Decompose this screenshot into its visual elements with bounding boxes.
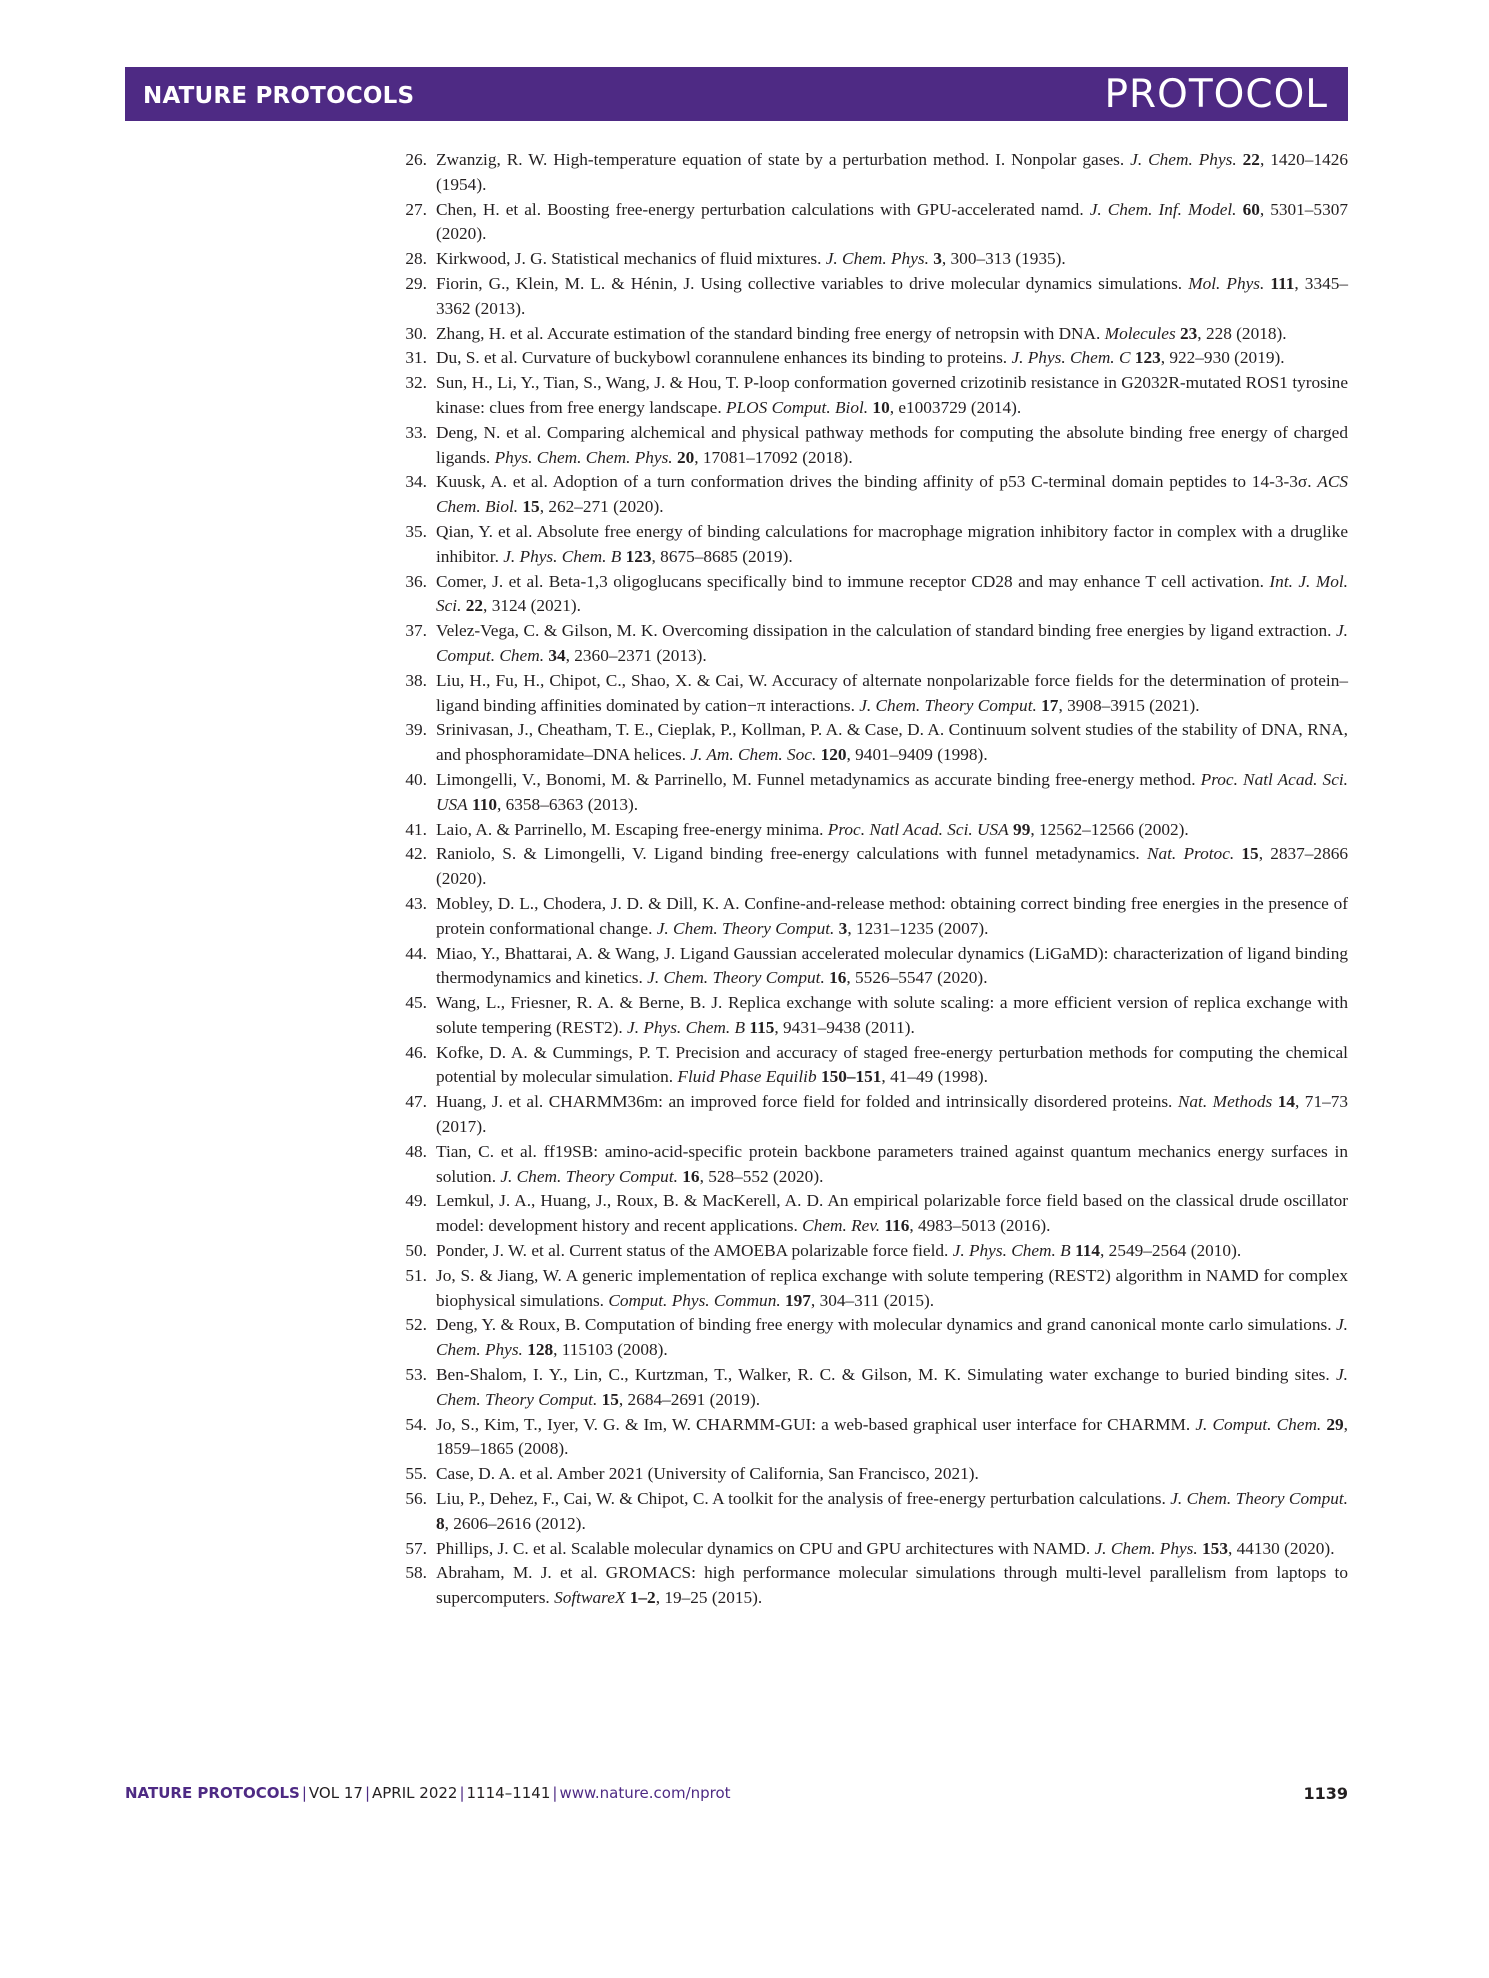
reference-item (393, 768, 1348, 818)
reference-segment: , 2606–2616 (2012). (444, 1513, 586, 1533)
reference-item (393, 1363, 1348, 1413)
reference-segment: Deng, N. et al. Comparing alchemical and physical pathway methods for computing the absolute binding free energy of charged ligands. (436, 422, 1348, 467)
reference-text (436, 373, 1348, 417)
reference-segment: , 3908–3915 (2021). (1058, 695, 1200, 715)
journal-title: Chem. Rev. (802, 1216, 881, 1236)
reference-number: 33. (405, 422, 427, 442)
volume-number: 3 (838, 918, 848, 938)
reference-segment: Miao, Y., Bhattarai, A. & Wang, J. Ligand Gaussian accelerated molecular dynamics (LiGaMD): characterization of ligand binding thermodynamics and kinetics. (436, 943, 1348, 988)
reference-item (393, 247, 1348, 272)
reference-number: 32. (405, 373, 427, 393)
reference-segment: , 2549–2564 (2010). (1100, 1241, 1242, 1261)
volume-number: 14 (1277, 1092, 1295, 1112)
reference-segment: , 2837–2866 (2020). (436, 844, 1348, 889)
journal-header-bar (125, 67, 1348, 121)
reference-text (436, 572, 1348, 616)
reference-segment: Sun, H., Li, Y., Tian, S., Wang, J. & Hou, T. P-loop conformation governed crizotinib resistance in G2032R-mutated ROS1 tyrosine kinase: clues from free energy landscape. (436, 373, 1348, 417)
reference-segment: Du, S. et al. Curvature of buckybowl corannulene enhances its binding to proteins. (436, 348, 1012, 368)
journal-title: J. Phys. Chem. B (503, 546, 622, 566)
reference-item (393, 1413, 1348, 1463)
reference-item (393, 1561, 1348, 1611)
reference-item (393, 1264, 1348, 1314)
journal-title: Comput. Phys. Commun. (608, 1290, 781, 1310)
reference-item (393, 272, 1348, 322)
reference-segment: Abraham, M. J. et al. GROMACS: high performance molecular simulations through multi-level parallelism from laptops to supercomputers. (436, 1563, 1348, 1608)
reference-number: 47. (405, 1092, 427, 1112)
reference-text (436, 1191, 1348, 1235)
volume-number: 16 (829, 968, 847, 988)
reference-text (436, 993, 1348, 1037)
reference-number: 27. (405, 199, 427, 219)
reference-text (436, 200, 1348, 244)
footer-date: APRIL 2022 (372, 1784, 458, 1802)
journal-title: J. Chem. Theory Comput. (647, 968, 825, 988)
reference-text (436, 324, 1287, 343)
reference-text (436, 1464, 979, 1483)
volume-number: 3 (933, 249, 942, 269)
reference-number: 57. (405, 1538, 427, 1558)
reference-segment: Jo, S. & Jiang, W. A generic implementation of replica exchange with solute tempering (REST2) algorithm in NAMD for complex biophysical simulations. (436, 1265, 1348, 1310)
reference-segment: Comer, J. et al. Beta-1,3 oligoglucans specifically bind to immune receptor CD28 and may enhance T cell activation. (436, 571, 1270, 591)
volume-number: 115 (749, 1017, 775, 1037)
reference-list (393, 148, 1348, 1611)
volume-number: 114 (1075, 1241, 1101, 1261)
reference-segment: Raniolo, S. & Limongelli, V. Ligand binding free-energy calculations with funnel metadynamics. (436, 844, 1147, 864)
reference-number: 36. (405, 571, 427, 591)
reference-segment: , 6358–6363 (2013). (496, 794, 639, 814)
volume-number: 110 (472, 794, 497, 814)
reference-segment: Case, D. A. et al. Amber 2021 (University of California, San Francisco, 2021). (436, 1464, 979, 1484)
reference-text (436, 249, 1066, 268)
reference-item (393, 1189, 1348, 1239)
reference-number: 37. (405, 621, 427, 641)
journal-title: J. Chem. Theory Comput. (1170, 1489, 1348, 1509)
reference-item (393, 842, 1348, 892)
reference-segment: , 228 (2018). (1197, 323, 1287, 343)
reference-segment: , 1420–1426 (1954). (436, 150, 1349, 194)
footer-separator: | (459, 1784, 465, 1802)
reference-segment: , 12562–12566 (2002). (1030, 819, 1189, 839)
reference-item (393, 942, 1348, 992)
reference-segment: , 5526–5547 (2020). (846, 968, 988, 988)
reference-item (393, 470, 1348, 520)
volume-number: 1–2 (629, 1588, 656, 1608)
volume-number: 128 (527, 1340, 554, 1360)
volume-number: 8 (436, 1513, 445, 1533)
volume-number: 153 (1202, 1538, 1228, 1558)
reference-text (436, 1489, 1348, 1533)
reference-item (393, 570, 1348, 620)
reference-number: 38. (405, 670, 427, 690)
journal-title: J. Chem. Theory Comput. (436, 1365, 1348, 1409)
footer-pages: 1114–1141 (466, 1784, 551, 1802)
journal-title: J. Chem. Phys. (1130, 150, 1237, 169)
reference-item (393, 892, 1348, 942)
reference-segment: Liu, P., Dehez, F., Cai, W. & Chipot, C. A toolkit for the analysis of free-energy perturbation calculations. (436, 1489, 1171, 1509)
reference-text (436, 844, 1348, 888)
volume-number: 197 (785, 1290, 811, 1310)
reference-segment: , 3124 (2021). (483, 596, 581, 616)
footer-journal-name: NATURE PROTOCOLS (125, 1784, 300, 1802)
reference-item (393, 1090, 1348, 1140)
volume-number: 15 (601, 1389, 619, 1409)
reference-segment: , 922–930 (2019). (1160, 348, 1285, 368)
reference-text (436, 274, 1348, 318)
volume-number: 23 (1180, 323, 1198, 343)
reference-segment: Mobley, D. L., Chodera, J. D. & Dill, K. A. Confine-and-release method: obtaining correct binding free energies in the presence of protein conformational change. (436, 893, 1348, 938)
reference-text (436, 1315, 1348, 1359)
reference-number: 34. (405, 472, 427, 492)
reference-segment: , 41–49 (1998). (881, 1067, 988, 1087)
footer-separator: | (552, 1784, 558, 1802)
reference-number: 50. (405, 1241, 427, 1261)
reference-segment: , e1003729 (2014). (889, 397, 1022, 417)
reference-number: 58. (405, 1563, 427, 1583)
journal-title: J. Phys. Chem. C (1011, 348, 1131, 368)
journal-title: J. Chem. Phys. (436, 1315, 1348, 1360)
journal-title: Fluid Phase Equilib (677, 1067, 817, 1087)
reference-number: 26. (405, 150, 427, 169)
reference-number: 42. (405, 844, 427, 864)
reference-text (436, 348, 1285, 367)
reference-segment: , 300–313 (1935). (941, 249, 1066, 269)
volume-number: 60 (1242, 199, 1260, 219)
footer-separator: | (301, 1784, 307, 1802)
reference-text (436, 150, 1348, 194)
reference-segment: Ben-Shalom, I. Y., Lin, C., Kurtzman, T., Walker, R. C. & Gilson, M. K. Simulating water exchange to buried binding sites. (436, 1365, 1336, 1385)
reference-item (393, 818, 1348, 843)
journal-title: J. Phys. Chem. B (952, 1241, 1071, 1261)
reference-number: 39. (405, 720, 427, 740)
reference-number: 51. (405, 1265, 427, 1285)
reference-segment: , 19–25 (2015). (655, 1588, 763, 1608)
reference-segment: Fiorin, G., Klein, M. L. & Hénin, J. Using collective variables to drive molecular dynamics simulations. (436, 273, 1189, 293)
reference-segment: Kofke, D. A. & Cummings, P. T. Precision and accuracy of staged free-energy perturbation methods for computing the chemical potential by molecular simulation. (436, 1042, 1348, 1087)
reference-text (436, 423, 1348, 467)
journal-title: Mol. Phys. (1188, 273, 1265, 293)
reference-item (393, 619, 1348, 669)
reference-segment: Wang, L., Friesner, R. A. & Berne, B. J. Replica exchange with solute scaling: a more efficient version of replica exchange with solute tempering (REST2). (436, 993, 1348, 1037)
reference-number: 41. (405, 819, 427, 839)
reference-segment: Huang, J. et al. CHARMM36m: an improved force field for folded and intrinsically disordered proteins. (436, 1092, 1178, 1112)
reference-number: 30. (405, 323, 427, 343)
reference-segment: , 5301–5307 (2020). (436, 199, 1348, 244)
reference-segment: Chen, H. et al. Boosting free-energy perturbation calculations with GPU-accelerated namd. (436, 199, 1090, 219)
reference-text (436, 621, 1348, 665)
reference-item (393, 148, 1348, 198)
page-footer (125, 1784, 1348, 1802)
reference-text (436, 1415, 1348, 1459)
reference-segment: , 304–311 (2015). (810, 1290, 935, 1310)
reference-segment: , 4983–5013 (2016). (909, 1216, 1051, 1236)
reference-item (393, 198, 1348, 248)
reference-item (393, 1537, 1348, 1562)
reference-number: 28. (405, 249, 427, 269)
volume-number: 22 (1242, 150, 1260, 169)
reference-number: 43. (405, 893, 427, 913)
reference-segment: , 1859–1865 (2008). (436, 1414, 1348, 1459)
reference-segment: , 1231–1235 (2007). (847, 918, 989, 938)
reference-item (393, 718, 1348, 768)
reference-number: 56. (405, 1489, 427, 1509)
reference-text (436, 1266, 1348, 1310)
reference-number: 54. (405, 1414, 427, 1434)
volume-number: 17 (1041, 695, 1059, 715)
reference-text (436, 1365, 1348, 1409)
reference-segment: Deng, Y. & Roux, B. Computation of binding free energy with molecular dynamics and grand canonical monte carlo simulations. (436, 1315, 1336, 1335)
reference-text (436, 944, 1348, 988)
volume-number: 15 (522, 497, 540, 517)
footer-separator: | (364, 1784, 370, 1802)
volume-number: 123 (1134, 348, 1161, 368)
reference-text (436, 894, 1348, 938)
journal-title: J. Chem. Inf. Model. (1089, 199, 1237, 219)
reference-number: 44. (405, 943, 427, 963)
reference-item (393, 421, 1348, 471)
reference-text (436, 770, 1348, 814)
journal-title: J. Chem. Phys. (1094, 1538, 1198, 1558)
reference-segment: Tian, C. et al. ff19SB: amino-acid-specific protein backbone parameters trained against quantum mechanics energy surfaces in solution. (436, 1141, 1348, 1186)
journal-title: PLOS Comput. Biol. (725, 397, 869, 417)
page-number: 1139 (1303, 1784, 1348, 1803)
reference-number: 49. (405, 1191, 427, 1211)
reference-segment: , 9431–9438 (2011). (774, 1017, 915, 1037)
reference-text (436, 1241, 1241, 1260)
reference-item (393, 991, 1348, 1041)
volume-number: 29 (1326, 1414, 1344, 1434)
volume-number: 150–151 (820, 1067, 882, 1087)
reference-segment: Qian, Y. et al. Absolute free energy of binding calculations for macrophage migration inhibitory factor in complex with a druglike inhibitor. (436, 521, 1348, 566)
volume-number: 99 (1013, 819, 1031, 839)
reference-item (393, 1140, 1348, 1190)
journal-title: Proc. Natl Acad. Sci. USA (827, 819, 1009, 839)
footer-url-link[interactable]: www.nature.com/nprot (559, 1784, 731, 1802)
reference-item (393, 1487, 1348, 1537)
reference-segment: Laio, A. & Parrinello, M. Escaping free-energy minima. (436, 819, 828, 839)
journal-name: NATURE PROTOCOLS (143, 83, 415, 109)
journal-title: Proc. Natl Acad. Sci. USA (436, 769, 1348, 814)
volume-number: 111 (1270, 273, 1295, 293)
reference-segment: , 71–73 (2017). (436, 1092, 1349, 1137)
reference-segment: Ponder, J. W. et al. Current status of the AMOEBA polarizable force field. (436, 1241, 953, 1261)
reference-number: 53. (405, 1365, 427, 1385)
reference-text (436, 522, 1348, 566)
journal-title: J. Chem. Theory Comput. (656, 918, 835, 938)
reference-segment: , 3345–3362 (2013). (436, 273, 1349, 318)
reference-segment: , 115103 (2008). (553, 1340, 668, 1360)
reference-item (393, 1462, 1348, 1487)
reference-segment: Phillips, J. C. et al. Scalable molecular dynamics on CPU and GPU architectures with NAMD. (436, 1538, 1095, 1558)
journal-title: J. Comput. Chem. (436, 621, 1348, 665)
journal-title: Int. J. Mol. Sci. (436, 571, 1348, 616)
reference-number: 31. (405, 348, 427, 368)
journal-title: J. Am. Chem. Soc. (690, 745, 817, 765)
reference-number: 40. (405, 769, 427, 789)
volume-number: 22 (465, 596, 484, 616)
reference-segment: , 9401–9409 (1998). (846, 745, 988, 765)
reference-text (436, 1563, 1348, 1607)
reference-number: 35. (405, 521, 427, 541)
footer-volume: VOL 17 (308, 1784, 363, 1802)
volume-number: 16 (682, 1166, 700, 1186)
reference-item (393, 520, 1348, 570)
volume-number: 10 (872, 397, 890, 417)
volume-number: 120 (820, 745, 847, 765)
journal-title: Phys. Chem. Chem. Phys. (494, 447, 673, 467)
reference-segment: , 528–552 (2020). (699, 1166, 824, 1186)
journal-title: SoftwareX (554, 1588, 626, 1608)
reference-segment: Zwanzig, R. W. High-temperature equation of state by a perturbation method. I. Nonpolar gases. (436, 150, 1131, 169)
reference-segment: , 8675–8685 (2019). (651, 546, 793, 566)
volume-number: 116 (884, 1216, 910, 1236)
reference-segment: Kirkwood, J. G. Statistical mechanics of fluid mixtures. (436, 249, 826, 269)
reference-number: 29. (405, 273, 427, 293)
reference-segment: , 44130 (2020). (1227, 1538, 1335, 1558)
volume-number: 20 (676, 447, 695, 467)
reference-number: 55. (405, 1464, 427, 1484)
reference-segment: Velez-Vega, C. & Gilson, M. K. Overcoming dissipation in the calculation of standard binding free energies by ligand extraction. (436, 621, 1336, 641)
reference-text (436, 472, 1348, 516)
reference-segment: Kuusk, A. et al. Adoption of a turn conformation drives the binding affinity of p53 C-terminal domain peptides to 14-3-3σ. (436, 472, 1318, 492)
journal-title: Molecules (1104, 323, 1176, 343)
reference-text (436, 820, 1189, 839)
volume-number: 123 (625, 546, 652, 566)
reference-segment: Jo, S., Kim, T., Iyer, V. G. & Im, W. CHARMM-GUI: a web-based graphical user interface for CHARMM. (436, 1414, 1196, 1434)
reference-segment: Srinivasan, J., Cheatham, T. E., Cieplak, P., Kollman, P. A. & Case, D. A. Continuum solvent studies of the stability of DNA, RNA, and phosphoramidate–DNA helices. (436, 720, 1348, 765)
article-type-label: PROTOCOL (1104, 72, 1328, 117)
reference-text (436, 720, 1348, 764)
journal-title: Nat. Protoc. (1146, 844, 1235, 864)
reference-item (393, 346, 1348, 371)
reference-number: 48. (405, 1141, 427, 1161)
reference-item (393, 371, 1348, 421)
reference-text (436, 1043, 1348, 1087)
journal-title: J. Phys. Chem. B (627, 1017, 746, 1037)
journal-title: ACS Chem. Biol. (436, 472, 1348, 517)
journal-title: J. Chem. Phys. (825, 249, 929, 269)
reference-segment: Lemkul, J. A., Huang, J., Roux, B. & MacKerell, A. D. An empirical polarizable force field based on the classical drude oscillator model: development history and recent applications. (436, 1191, 1348, 1236)
reference-segment: Liu, H., Fu, H., Chipot, C., Shao, X. & Cai, W. Accuracy of alternate nonpolarizable force fields for the determination of protein–ligand binding affinities dominated by cation−π interactions. (436, 670, 1348, 715)
journal-title: J. Chem. Theory Comput. (859, 695, 1037, 715)
reference-item (393, 1313, 1348, 1363)
reference-item (393, 1041, 1348, 1091)
reference-text (436, 1142, 1348, 1186)
reference-segment: , 17081–17092 (2018). (694, 447, 853, 467)
reference-item (393, 669, 1348, 719)
reference-segment: , 262–271 (2020). (539, 497, 664, 517)
reference-text (436, 1092, 1348, 1136)
volume-number: 15 (1241, 844, 1259, 864)
reference-text (436, 1539, 1335, 1558)
reference-segment: , 2684–2691 (2019). (618, 1389, 761, 1409)
reference-item (393, 322, 1348, 347)
reference-number: 46. (405, 1042, 427, 1062)
volume-number: 34 (548, 645, 566, 665)
reference-item (393, 1239, 1348, 1264)
journal-title: J. Comput. Chem. (1195, 1414, 1322, 1434)
reference-segment: Limongelli, V., Bonomi, M. & Parrinello, M. Funnel metadynamics as accurate binding free-energy method. (436, 769, 1201, 789)
reference-segment: Zhang, H. et al. Accurate estimation of the standard binding free energy of netropsin with DNA. (436, 323, 1105, 343)
reference-segment: , 2360–2371 (2013). (565, 645, 707, 665)
reference-text (436, 671, 1348, 715)
reference-number: 52. (405, 1315, 427, 1335)
journal-title: Nat. Methods (1177, 1092, 1273, 1112)
reference-number: 45. (405, 993, 427, 1013)
journal-title: J. Chem. Theory Comput. (500, 1166, 678, 1186)
